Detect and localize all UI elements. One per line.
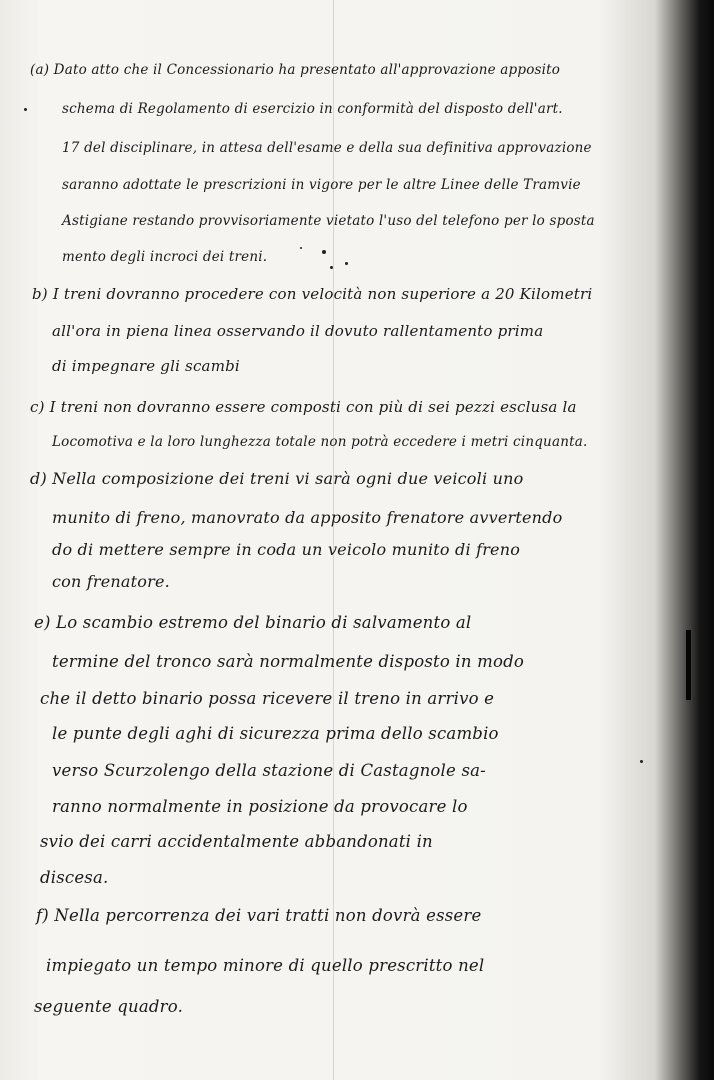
text-line: saranno adottate le prescrizioni in vigore per le altre Linee delle Tramvie xyxy=(62,177,581,193)
text-line: impiegato un tempo minore di quello prescritto nel xyxy=(46,956,485,975)
text-line: di impegnare gli scambi xyxy=(52,357,240,375)
ink-speck xyxy=(345,262,348,265)
text-line: discesa. xyxy=(40,868,109,887)
text-line: d) Nella composizione dei treni vi sarà ogni due veicoli uno xyxy=(30,469,524,488)
text-line: termine del tronco sarà normalmente disposto in modo xyxy=(52,652,525,671)
text-line: Locomotiva e la loro lunghezza totale non potrà eccedere i metri cinquanta. xyxy=(52,434,588,450)
text-line: e) Lo scambio estremo del binario di salvamento al xyxy=(34,613,472,632)
text-line: con frenatore. xyxy=(52,572,170,591)
ink-speck xyxy=(24,108,27,111)
text-line: che il detto binario possa ricevere il treno in arrivo e xyxy=(40,689,495,708)
text-line: 17 del disciplinare, in attesa dell'esame e della sua definitiva approvazione xyxy=(62,140,592,156)
text-line: verso Scurzolengo della stazione di Castagnole sa- xyxy=(52,761,486,780)
text-line: c) I treni non dovranno essere composti con più di sei pezzi esclusa la xyxy=(30,398,577,416)
text-line: do di mettere sempre in coda un veicolo munito di freno xyxy=(52,540,521,559)
ink-speck xyxy=(300,247,302,249)
ink-speck xyxy=(322,250,326,254)
text-line: mento degli incroci dei treni. xyxy=(62,249,268,265)
ink-speck xyxy=(640,760,643,763)
text-line: le punte degli aghi di sicurezza prima dello scambio xyxy=(52,724,499,743)
text-line: Astigiane restando provvisoriamente vietato l'uso del telefono per lo sposta xyxy=(62,213,595,229)
scan-edge-mark xyxy=(686,630,691,700)
text-line: f) Nella percorrenza dei vari tratti non dovrà essere xyxy=(36,906,482,925)
text-line: all'ora in piena linea osservando il dovuto rallentamento prima xyxy=(52,322,544,340)
text-line: svio dei carri accidentalmente abbandonati in xyxy=(40,832,433,851)
text-line: munito di freno, manovrato da apposito frenatore avvertendo xyxy=(52,508,563,527)
text-line: ranno normalmente in posizione da provocare lo xyxy=(52,797,468,816)
ink-speck xyxy=(330,266,333,269)
text-line: schema di Regolamento di esercizio in conformità del disposto dell'art. xyxy=(62,101,563,117)
text-line: b) I treni dovranno procedere con velocità non superiore a 20 Kilometri xyxy=(32,285,593,303)
text-line: seguente quadro. xyxy=(34,997,184,1016)
text-line: (a) Dato atto che il Concessionario ha presentato all'approvazione apposito xyxy=(30,62,561,78)
